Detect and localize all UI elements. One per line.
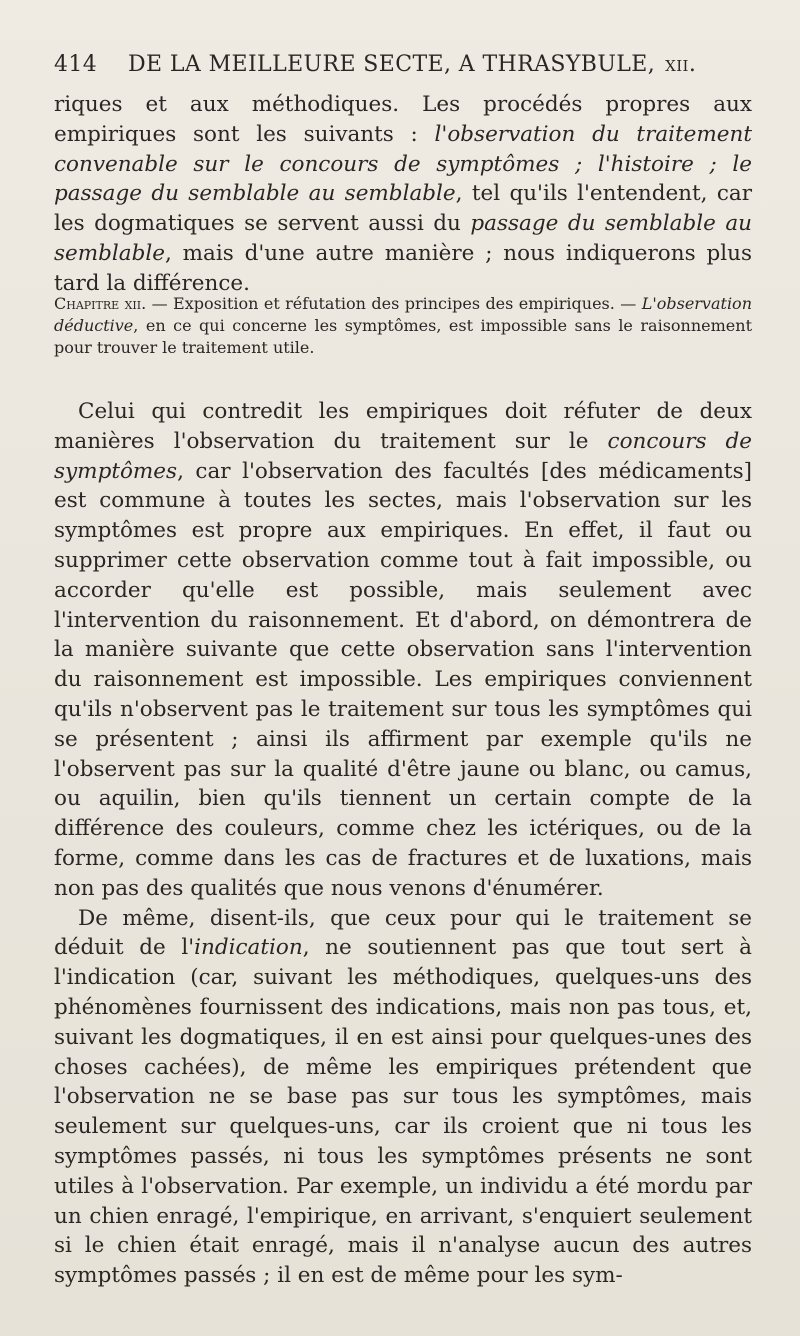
chapter-reference: xii. [665,52,697,77]
chapter-label: Chapitre xii. [54,294,147,313]
p1-text-1: Celui qui contredit les empiriques doit réfuter de deux manières l'observation du traitement sur le [54,399,752,454]
p2-text-2: , ne soutiennent pas que tout sert à l'indication (car, suivant les méthodiques, quelques-uns des phénomènes fournissent des indications, mais non pas tous, et, suivant les dogmatiques, il en est ainsi pour quelques-unes des choses cachées), de même les empiriques prétendent que l'observation ne se base pas sur tous les symptômes, mais seulement sur quelques-uns, car ils croient que ni tous les symptômes passés, ni tous les symptômes présents ne sont utiles à l'observation. Par exemple, un individu a été mordu par un chien enragé, l'empirique, en arrivant, s'enquiert seulement si le chien était enragé, mais il n'analyse aucun des autres symptômes passés ; il en est de même pour les sym- [54,935,752,1289]
p1-text-2: , car l'observation des facultés [des médicaments] est commune à toutes les sectes, mais l'observation sur les symptômes est propre aux empiriques. En effet, il faut ou supprimer cette observation comme tout à fait impossible, ou accorder qu'elle est possible, mais seulement avec l'intervention du raisonnement. Et d'abord, on démontrera de la manière suivante que cette observation sans l'intervention du raisonnement est impossible. Les empiriques conviennent qu'ils n'observent pas le traitement sur tous les symptômes qui se présentent ; ainsi ils affirment par exemple qu'ils ne l'observent pas sur la qualité d'être jaune ou blanc, ou camus, ou aquilin, bien qu'ils tiennent un certain compte de la différence des couleurs, comme chez les ictériques, ou de la forme, comme dans les cas de fractures et de luxations, mais non pas des qualités que nous venons d'énumérer. [54,458,752,901]
intro-italic-2: passage du semblable au semblable [54,211,752,266]
summary-italic-1: L'observation déductive [54,294,752,335]
page-number: 414 [54,52,98,77]
summary-text-2: , en ce qui concerne les symptômes, est impossible sans le raisonnement pour trouver le traitement utile. [54,316,752,357]
page-header [54,50,770,80]
intro-text-1: riques et aux méthodiques. Les procédés propres aux empiriques sont les suivants : [54,92,752,147]
running-title: DE LA MEILLEURE SECTE, A THRASYBULE, [128,52,656,77]
body-paragraph-2 [54,904,752,1291]
p2-italic-1: indication [194,935,303,961]
intro-text-2: , tel qu'ils l'entendent, car les dogmatiques se servent aussi du [54,181,753,237]
summary-text-1: — Exposition et réfutation des principes des empiriques. — [146,294,642,313]
intro-paragraph [54,90,752,299]
intro-italic-1: l'observation du traitement convenable sur le concours de symptômes ; l'histoire ; le passage du semblable au semblable [54,121,753,207]
chapter-summary [54,293,752,359]
p1-italic-1: concours de symptômes [54,428,753,484]
body-paragraph-1 [54,397,752,904]
p2-text-1: De même, disent-ils, que ceux pour qui le traitement se déduit de l' [54,905,752,961]
intro-text-3: , mais d'une autre manière ; nous indiquerons plus tard la différence. [54,240,752,296]
chapter-body [54,397,752,1291]
